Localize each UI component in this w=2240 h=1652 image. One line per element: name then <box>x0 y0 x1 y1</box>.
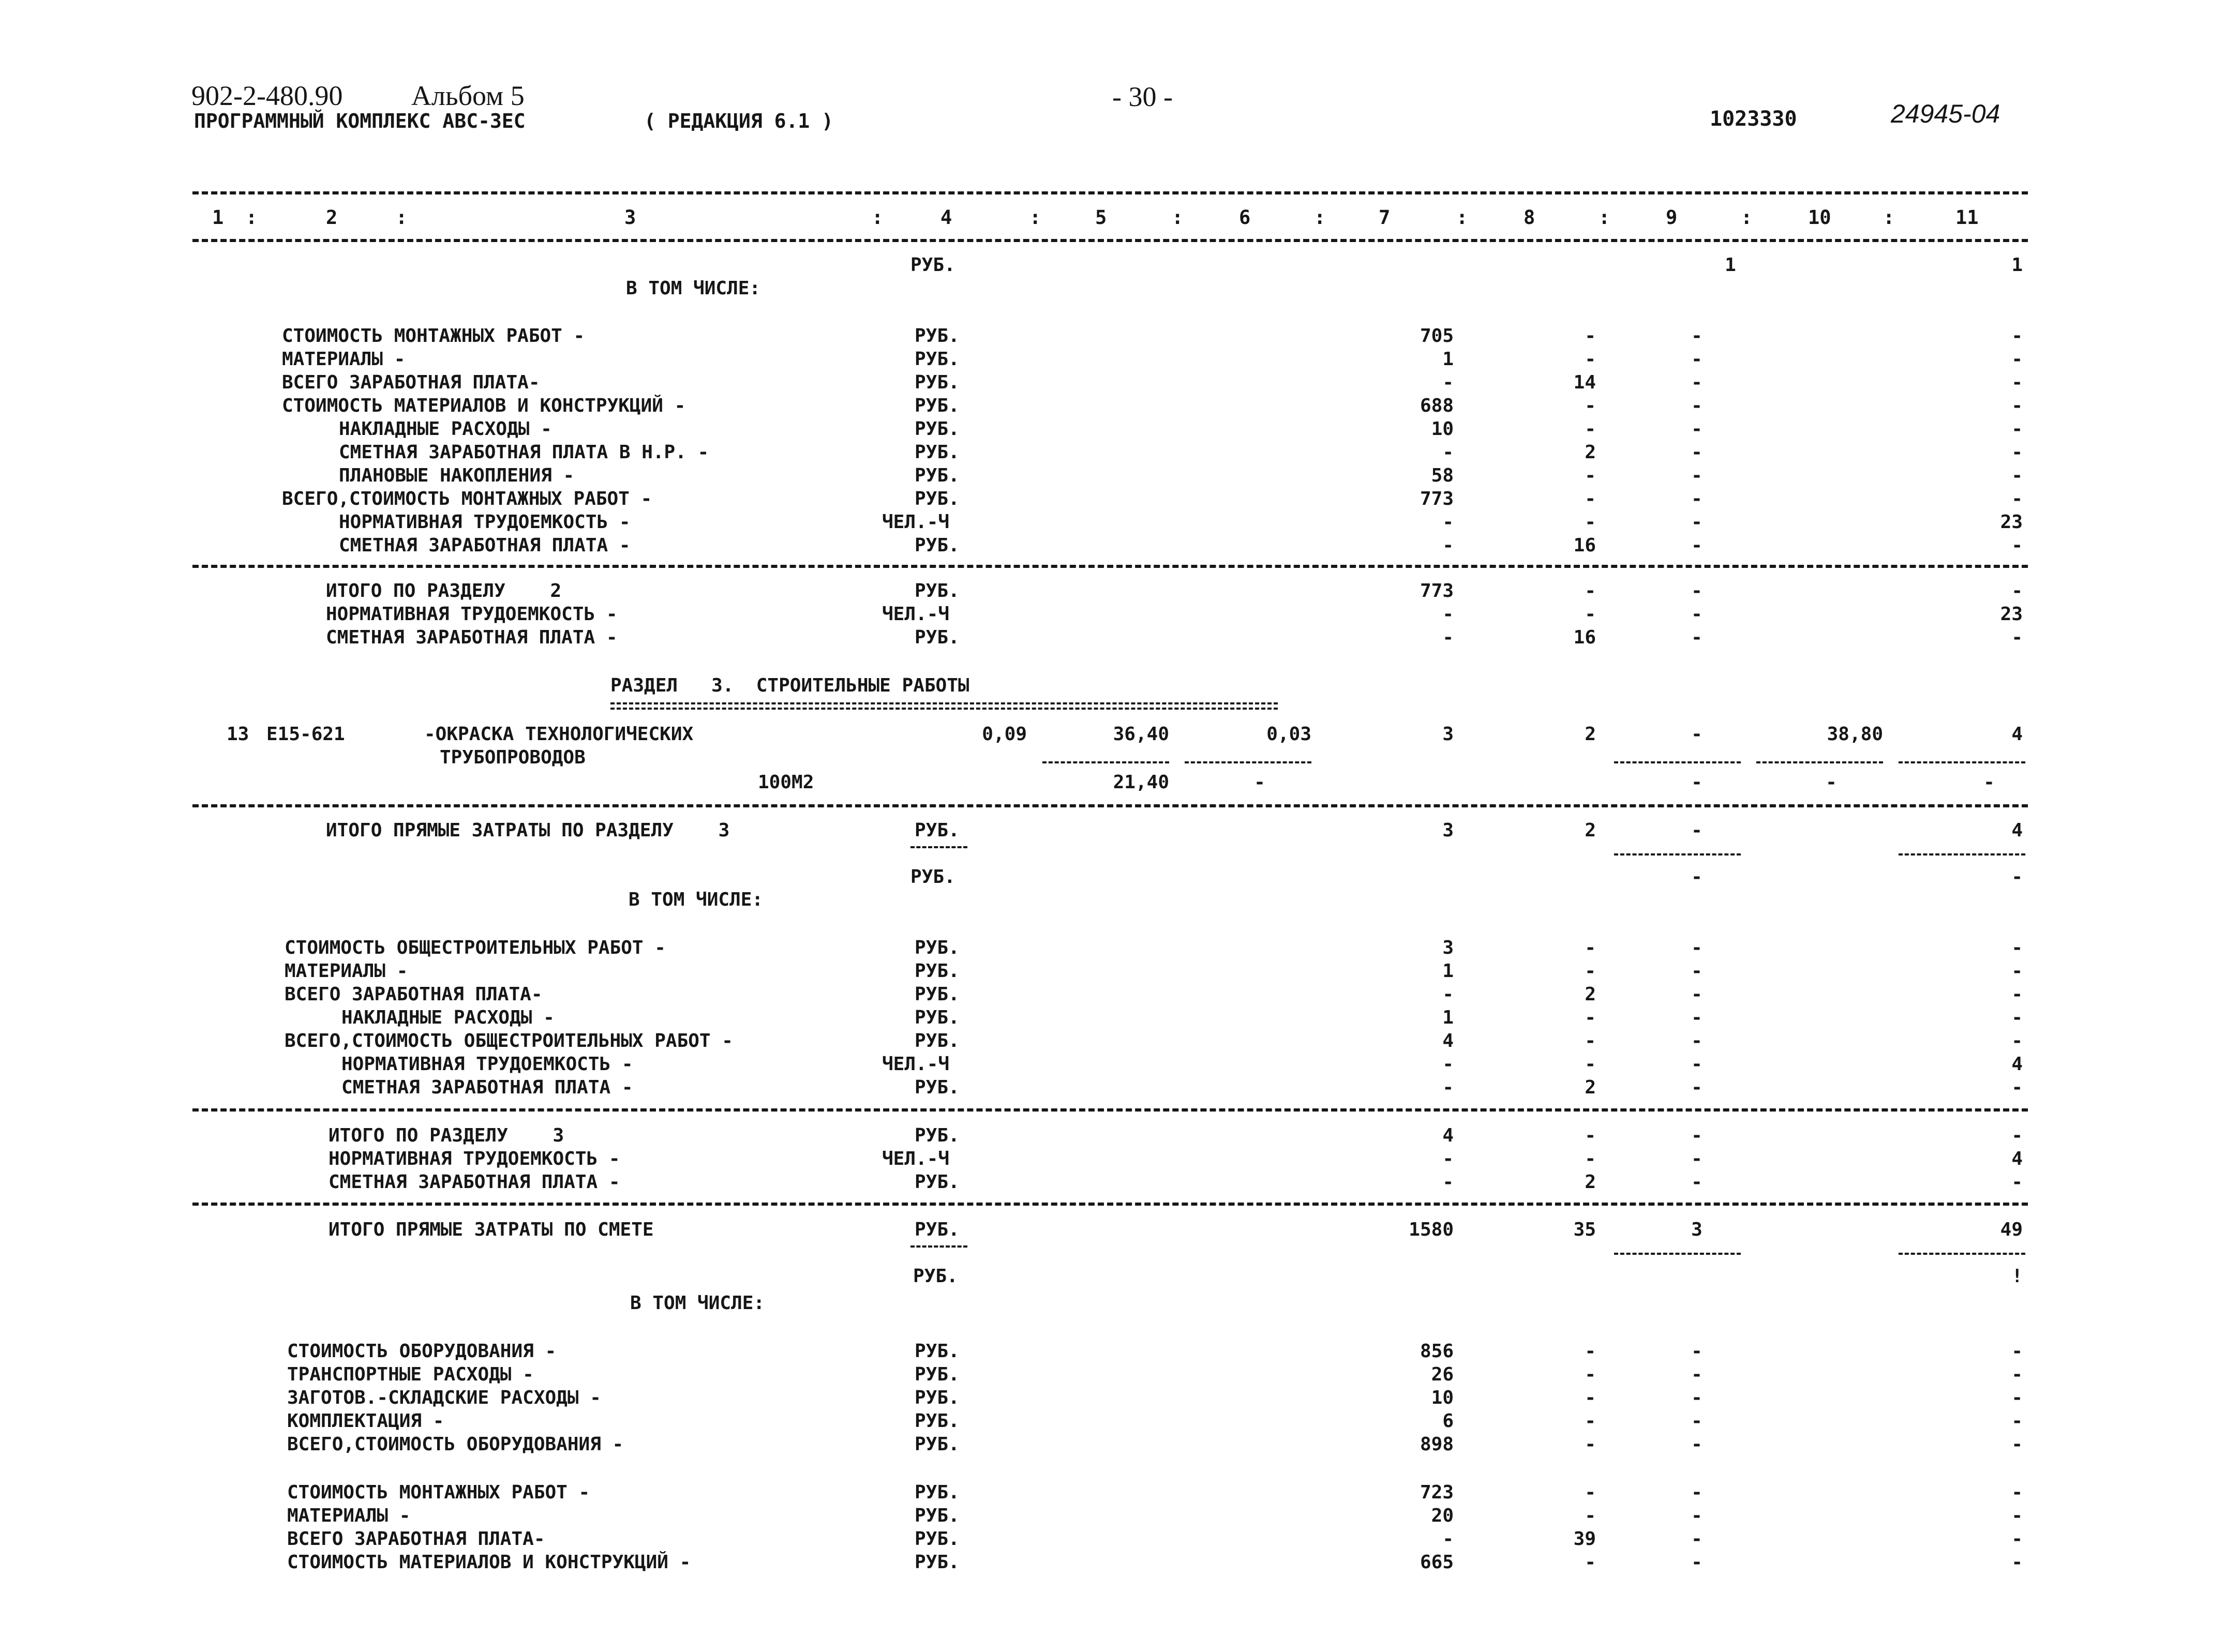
col11-cell: 4 <box>2011 1148 2023 1169</box>
col7-cell: - <box>1442 1528 1454 1550</box>
column-separator: : <box>246 206 258 229</box>
column-header: 10 <box>1808 206 1831 229</box>
col8-cell: - <box>1585 325 1596 347</box>
col9-cell: - <box>1691 1364 1703 1385</box>
col8-cell: - <box>1585 1054 1596 1075</box>
unit-cell: РУБ. <box>915 1125 960 1146</box>
col8-cell: - <box>1585 1505 1596 1526</box>
col9-cell: - <box>1691 465 1703 486</box>
row-label: НОРМАТИВНАЯ ТРУДОЕМКОСТЬ - <box>328 1148 620 1169</box>
col7-cell: 688 <box>1420 395 1454 416</box>
col8-cell: - <box>1585 604 1596 625</box>
col7-cell: - <box>1442 984 1454 1005</box>
col7-cell: 773 <box>1420 488 1454 509</box>
col11-cell: 1 <box>2011 254 2023 276</box>
col11-cell: 49 <box>2000 1219 2023 1240</box>
col7-cell: 1580 <box>1409 1219 1454 1240</box>
inventory-code: 24945-04 <box>1891 99 2000 128</box>
col11-cell: - <box>2011 1434 2023 1455</box>
col8-cell: - <box>1585 960 1596 982</box>
column-separator: : <box>1741 206 1753 229</box>
col11-cell: - <box>2011 984 2023 1005</box>
col7-cell: - <box>1442 442 1454 463</box>
unit-cell: РУБ. <box>915 937 960 958</box>
col9-cell: - <box>1691 1054 1703 1075</box>
section-rule <box>192 1108 2028 1112</box>
row-label: СТОИМОСТЬ МОНТАЖНЫХ РАБОТ - <box>287 1482 590 1503</box>
col9-cell: - <box>1691 937 1703 958</box>
col9-cell: 3 <box>1691 1219 1703 1240</box>
col11-cell: - <box>2011 418 2023 440</box>
column-separator: : <box>1314 206 1326 229</box>
unit-cell: РУБ. <box>915 1434 960 1455</box>
col8-cell: 2 <box>1585 1077 1596 1098</box>
cell-rule <box>910 1245 967 1248</box>
col7-cell: 856 <box>1420 1341 1454 1362</box>
column-header: 5 <box>1095 206 1107 229</box>
col8-cell: - <box>1585 1148 1596 1169</box>
unit-cell: РУБ. <box>915 1219 960 1240</box>
unit-cell: РУБ. <box>915 1364 960 1385</box>
column-separator: : <box>396 206 408 229</box>
col9-cell: - <box>1691 604 1703 625</box>
col8-cell: 2 <box>1585 724 1596 745</box>
unit-cell: РУБ. <box>915 1387 960 1408</box>
col9-cell: - <box>1691 372 1703 393</box>
col11-cell: - <box>2011 1482 2023 1503</box>
col7-cell: 3 <box>1442 820 1454 841</box>
col7-cell: - <box>1442 1148 1454 1169</box>
col7-cell: 4 <box>1442 1125 1454 1146</box>
row-label: ВСЕГО,СТОИМОСТЬ МОНТАЖНЫХ РАБОТ - <box>282 488 652 509</box>
col11-cell: 4 <box>2011 724 2023 745</box>
cell-rule <box>1899 761 2025 763</box>
subtotal-heading: В ТОМ ЧИСЛЕ: <box>626 278 761 299</box>
col9-cell: - <box>1691 1528 1703 1550</box>
col11-cell: - <box>2011 1552 2023 1573</box>
col8-cell: 16 <box>1573 627 1596 648</box>
unit-cell: РУБ. <box>915 1341 960 1362</box>
col11-cell: - <box>2011 1077 2023 1098</box>
col9-cell: - <box>1691 1434 1703 1455</box>
col9-cell: - <box>1691 1410 1703 1432</box>
col11-cell: ! <box>2011 1266 2023 1287</box>
unit-cell: РУБ. <box>915 442 960 463</box>
row-label: ИТОГО ПО РАЗДЕЛУ 2 <box>326 580 562 602</box>
col11-cell: 4 <box>2011 1054 2023 1075</box>
col4-cell: 0,09 <box>982 724 1027 745</box>
column-header: 7 <box>1379 206 1391 229</box>
row-label: СТОИМОСТЬ ОБЩЕСТРОИТЕЛЬНЫХ РАБОТ - <box>285 937 666 958</box>
col7-cell: 705 <box>1420 325 1454 347</box>
col11-cell: - <box>2011 866 2023 888</box>
col8-cell: - <box>1585 580 1596 602</box>
row-label: СТОИМОСТЬ МАТЕРИАЛОВ И КОНСТРУКЦИЙ - <box>282 395 686 416</box>
unit-cell: РУБ. <box>915 325 960 347</box>
table-header-rule <box>192 239 2028 242</box>
row-label: СМЕТНАЯ ЗАРАБОТНАЯ ПЛАТА - <box>328 1172 620 1193</box>
col7-cell: 898 <box>1420 1434 1454 1455</box>
col9-cell: - <box>1691 1007 1703 1028</box>
row-label: НАКЛАДНЫЕ РАСХОДЫ - <box>339 418 552 440</box>
unit-cell: РУБ. <box>915 465 960 486</box>
col8-cell: - <box>1585 1434 1596 1455</box>
col7-cell: - <box>1442 512 1454 533</box>
column-header: 2 <box>326 206 338 229</box>
col8-cell: 14 <box>1573 372 1596 393</box>
edition-label: ( РЕДАКЦИЯ 6.1 ) <box>644 110 834 132</box>
col7-cell: 6 <box>1442 1410 1454 1432</box>
col8-cell: 2 <box>1585 442 1596 463</box>
column-separator: : <box>1599 206 1610 229</box>
col7-cell: 20 <box>1431 1505 1454 1526</box>
col11-cell: - <box>2011 937 2023 958</box>
col11-cell: - <box>2011 1528 2023 1550</box>
col11-cell: - <box>2011 1172 2023 1193</box>
row-label: НОРМАТИВНАЯ ТРУДОЕМКОСТЬ - <box>341 1054 633 1075</box>
row-label: НОРМАТИВНАЯ ТРУДОЕМКОСТЬ - <box>326 604 618 625</box>
unit-cell: РУБ. <box>915 820 960 841</box>
col8-cell: 2 <box>1585 984 1596 1005</box>
col8-cell: - <box>1585 1125 1596 1146</box>
row-label: ИТОГО ПРЯМЫЕ ЗАТРАТЫ ПО СМЕТЕ <box>328 1219 654 1240</box>
col8-cell: - <box>1585 1410 1596 1432</box>
col6-cell: 0,03 <box>1266 724 1311 745</box>
cell-rule <box>1614 1253 1741 1255</box>
row-label: КОМПЛЕКТАЦИЯ - <box>287 1410 444 1432</box>
col11-cell: - <box>2011 465 2023 486</box>
col11-cell: - <box>2011 1007 2023 1028</box>
col7-cell: 26 <box>1431 1364 1454 1385</box>
col10-cell: - <box>1826 772 1837 793</box>
unit-cell: РУБ. <box>915 372 960 393</box>
col11-cell: - <box>2011 488 2023 509</box>
col9-cell: - <box>1691 1387 1703 1408</box>
unit-cell: РУБ. <box>915 1077 960 1098</box>
row-label: СМЕТНАЯ ЗАРАБОТНАЯ ПЛАТА В Н.Р. - <box>339 442 709 463</box>
column-header: 6 <box>1239 206 1251 229</box>
col9-cell: - <box>1691 1148 1703 1169</box>
col8-cell: - <box>1585 1007 1596 1028</box>
unit-cell: РУБ. <box>915 349 960 370</box>
row-label: ТРАНСПОРТНЫЕ РАСХОДЫ - <box>287 1364 534 1385</box>
col9-cell: - <box>1691 960 1703 982</box>
unit-cell: ЧЕЛ.-Ч <box>882 1148 950 1169</box>
col8-cell: - <box>1585 1482 1596 1503</box>
cell-rule <box>910 846 967 848</box>
col7-cell: 10 <box>1431 1387 1454 1408</box>
col9-cell: - <box>1691 724 1703 745</box>
item-number: 13 <box>227 724 249 745</box>
row-label: ЗАГОТОВ.-СКЛАДСКИЕ РАСХОДЫ - <box>287 1387 601 1408</box>
unit-cell: ЧЕЛ.-Ч <box>882 512 950 533</box>
unit-cell: РУБ. <box>915 1552 960 1573</box>
column-separator: : <box>1172 206 1184 229</box>
column-header: 9 <box>1666 206 1678 229</box>
col5-cell: 21,40 <box>1113 772 1169 793</box>
section-title-underline <box>610 708 1278 710</box>
col9-cell: - <box>1691 488 1703 509</box>
col9-cell: - <box>1691 1482 1703 1503</box>
row-label: СТОИМОСТЬ МОНТАЖНЫХ РАБОТ - <box>282 325 585 347</box>
col8-cell: 2 <box>1585 820 1596 841</box>
item-name-cont: ТРУБОПРОВОДОВ <box>440 747 586 768</box>
col8-cell: - <box>1585 1552 1596 1573</box>
column-header: 8 <box>1524 206 1535 229</box>
col9-cell: 1 <box>1725 254 1736 276</box>
row-label: СТОИМОСТЬ ОБОРУДОВАНИЯ - <box>287 1341 557 1362</box>
column-separator: : <box>1883 206 1895 229</box>
column-separator: : <box>1456 206 1468 229</box>
row-label: СМЕТНАЯ ЗАРАБОТНАЯ ПЛАТА - <box>339 535 631 556</box>
col8-cell: 39 <box>1573 1528 1596 1550</box>
row-label: СМЕТНАЯ ЗАРАБОТНАЯ ПЛАТА - <box>341 1077 633 1098</box>
col7-cell: - <box>1442 604 1454 625</box>
col7-cell: - <box>1442 535 1454 556</box>
unit-cell: РУБ. <box>915 1528 960 1550</box>
row-label: ИТОГО ПО РАЗДЕЛУ 3 <box>328 1125 564 1146</box>
unit-cell: РУБ. <box>915 1172 960 1193</box>
col9-cell: - <box>1691 512 1703 533</box>
col11-cell: - <box>2011 1410 2023 1432</box>
row-label: ВСЕГО ЗАРАБОТНАЯ ПЛАТА- <box>282 372 540 393</box>
column-header: 4 <box>940 206 952 229</box>
section-rule <box>192 804 2028 807</box>
col11-cell: - <box>2011 580 2023 602</box>
cell-rule <box>1042 761 1169 763</box>
item-unit: 100М2 <box>758 772 814 793</box>
col8-cell: - <box>1585 1387 1596 1408</box>
row-label: НОРМАТИВНАЯ ТРУДОЕМКОСТЬ - <box>339 512 631 533</box>
unit-cell: РУБ. <box>913 1266 958 1287</box>
section-title: РАЗДЕЛ 3. СТРОИТЕЛЬНЫЕ РАБОТЫ <box>610 675 969 696</box>
row-label: МАТЕРИАЛЫ - <box>287 1505 411 1526</box>
col9-cell: - <box>1691 1505 1703 1526</box>
program-name: ПРОГРАММНЫЙ КОМПЛЕКС АВС-3ЕС <box>194 110 526 132</box>
col8-cell: - <box>1585 1341 1596 1362</box>
subtotal-heading: В ТОМ ЧИСЛЕ: <box>629 889 764 910</box>
col8-cell: - <box>1585 395 1596 416</box>
registration-code: 1023330 <box>1710 107 1797 131</box>
row-label: СМЕТНАЯ ЗАРАБОТНАЯ ПЛАТА - <box>326 627 618 648</box>
column-separator: : <box>1029 206 1041 229</box>
col9-cell: - <box>1691 535 1703 556</box>
row-label: ИТОГО ПРЯМЫЕ ЗАТРАТЫ ПО РАЗДЕЛУ 3 <box>326 820 730 841</box>
col7-cell: 3 <box>1442 724 1454 745</box>
cell-rule <box>1614 761 1741 763</box>
col9-cell: - <box>1691 1077 1703 1098</box>
unit-cell: РУБ. <box>915 1505 960 1526</box>
col5-cell: 36,40 <box>1113 724 1169 745</box>
col10-cell: 38,80 <box>1827 724 1883 745</box>
unit-cell: РУБ. <box>915 580 960 602</box>
col11-cell: 4 <box>2011 820 2023 841</box>
col11-cell: 23 <box>2000 604 2023 625</box>
row-label: ВСЕГО ЗАРАБОТНАЯ ПЛАТА- <box>287 1528 545 1550</box>
col7-cell: 1 <box>1442 349 1454 370</box>
cell-rule <box>1899 853 2025 855</box>
col8-cell: 35 <box>1573 1219 1596 1240</box>
col8-cell: 16 <box>1573 535 1596 556</box>
unit-cell: РУБ. <box>915 418 960 440</box>
cell-rule <box>1756 761 1883 763</box>
section-rule <box>192 565 2028 568</box>
col7-cell: - <box>1442 1054 1454 1075</box>
cell-rule <box>1899 1253 2025 1255</box>
col9-cell: - <box>1691 395 1703 416</box>
col11-cell: - <box>2011 325 2023 347</box>
col7-cell: 10 <box>1431 418 1454 440</box>
col9-cell: - <box>1691 418 1703 440</box>
col8-cell: - <box>1585 349 1596 370</box>
unit-cell: РУБ. <box>910 866 955 888</box>
col9-cell: - <box>1691 866 1703 888</box>
col11-cell: - <box>2011 627 2023 648</box>
row-label: ПЛАНОВЫЕ НАКОПЛЕНИЯ - <box>339 465 575 486</box>
col11-cell: - <box>2011 1505 2023 1526</box>
row-label: МАТЕРИАЛЫ - <box>285 960 408 982</box>
col11-cell: - <box>2011 1341 2023 1362</box>
col7-cell: - <box>1442 627 1454 648</box>
col7-cell: 1 <box>1442 1007 1454 1028</box>
col8-cell: - <box>1585 488 1596 509</box>
col8-cell: - <box>1585 1030 1596 1052</box>
col7-cell: 4 <box>1442 1030 1454 1052</box>
unit-cell: РУБ. <box>915 984 960 1005</box>
col7-cell: 773 <box>1420 580 1454 602</box>
unit-cell: РУБ. <box>915 627 960 648</box>
unit-cell: РУБ. <box>915 395 960 416</box>
col11-cell: - <box>2011 349 2023 370</box>
row-label: ВСЕГО,СТОИМОСТЬ ОБОРУДОВАНИЯ - <box>287 1434 624 1455</box>
unit-cell: РУБ. <box>915 1007 960 1028</box>
subtotal-heading: В ТОМ ЧИСЛЕ: <box>630 1293 765 1314</box>
col9-cell: - <box>1691 1125 1703 1146</box>
section-title-underline <box>610 702 1278 704</box>
col7-cell: - <box>1442 1172 1454 1193</box>
unit-cell: ЧЕЛ.-Ч <box>882 604 950 625</box>
col11-cell: - <box>2011 372 2023 393</box>
row-label: ВСЕГО ЗАРАБОТНАЯ ПЛАТА- <box>285 984 543 1005</box>
unit-cell: РУБ. <box>915 960 960 982</box>
row-label: НАКЛАДНЫЕ РАСХОДЫ - <box>341 1007 555 1028</box>
unit-cell: ЧЕЛ.-Ч <box>882 1054 950 1075</box>
unit-cell: РУБ. <box>915 1482 960 1503</box>
column-separator: : <box>872 206 884 229</box>
col8-cell: - <box>1585 512 1596 533</box>
row-label: ВСЕГО,СТОИМОСТЬ ОБЩЕСТРОИТЕЛЬНЫХ РАБОТ - <box>285 1030 733 1052</box>
col11-cell: - <box>2011 1125 2023 1146</box>
row-label: СТОИМОСТЬ МАТЕРИАЛОВ И КОНСТРУКЦИЙ - <box>287 1552 691 1573</box>
col8-cell: - <box>1585 418 1596 440</box>
col9-cell: - <box>1691 1341 1703 1362</box>
col7-cell: 3 <box>1442 937 1454 958</box>
col9-cell: - <box>1691 1172 1703 1193</box>
col9-cell: - <box>1691 442 1703 463</box>
col7-cell: 723 <box>1420 1482 1454 1503</box>
col9-cell: - <box>1691 984 1703 1005</box>
document-code: 902-2-480.90 <box>191 80 343 111</box>
item-name: -ОКРАСКА ТЕХНОЛОГИЧЕСКИХ <box>424 724 694 745</box>
section-rule <box>192 1203 2028 1206</box>
column-header: 11 <box>1955 206 1979 229</box>
col8-cell: 2 <box>1585 1172 1596 1193</box>
col11-cell: - <box>2011 442 2023 463</box>
col7-cell: - <box>1442 372 1454 393</box>
page-number: - 30 - <box>1112 81 1173 112</box>
col7-cell: 665 <box>1420 1552 1454 1573</box>
col7-cell: 1 <box>1442 960 1454 982</box>
col8-cell: - <box>1585 465 1596 486</box>
col11-cell: 23 <box>2000 512 2023 533</box>
col7-cell: - <box>1442 1077 1454 1098</box>
unit-cell: РУБ. <box>915 488 960 509</box>
col9-cell: - <box>1691 349 1703 370</box>
col9-cell: - <box>1691 580 1703 602</box>
col9-cell: - <box>1691 772 1703 793</box>
unit-cell: РУБ. <box>915 1030 960 1052</box>
col9-cell: - <box>1691 1552 1703 1573</box>
cell-rule <box>1185 761 1311 763</box>
col9-cell: - <box>1691 325 1703 347</box>
col11-cell: - <box>2011 395 2023 416</box>
table-top-rule <box>192 191 2028 194</box>
album-label: Альбом 5 <box>411 80 525 111</box>
col6-cell: - <box>1254 772 1265 793</box>
col8-cell: - <box>1585 937 1596 958</box>
col11-cell: - <box>1983 772 1995 793</box>
col7-cell: 58 <box>1431 465 1454 486</box>
col11-cell: - <box>2011 960 2023 982</box>
column-header: 1 <box>212 206 224 229</box>
unit-cell: РУБ. <box>915 1410 960 1432</box>
col11-cell: - <box>2011 1387 2023 1408</box>
col11-cell: - <box>2011 1364 2023 1385</box>
unit-cell: РУБ. <box>910 254 955 276</box>
unit-cell: РУБ. <box>915 535 960 556</box>
column-header: 3 <box>624 206 636 229</box>
col9-cell: - <box>1691 820 1703 841</box>
item-code: Е15-621 <box>266 724 345 745</box>
cell-rule <box>1614 853 1741 855</box>
col11-cell: - <box>2011 535 2023 556</box>
col11-cell: - <box>2011 1030 2023 1052</box>
col9-cell: - <box>1691 1030 1703 1052</box>
col8-cell: - <box>1585 1364 1596 1385</box>
col9-cell: - <box>1691 627 1703 648</box>
row-label: МАТЕРИАЛЫ - <box>282 349 406 370</box>
